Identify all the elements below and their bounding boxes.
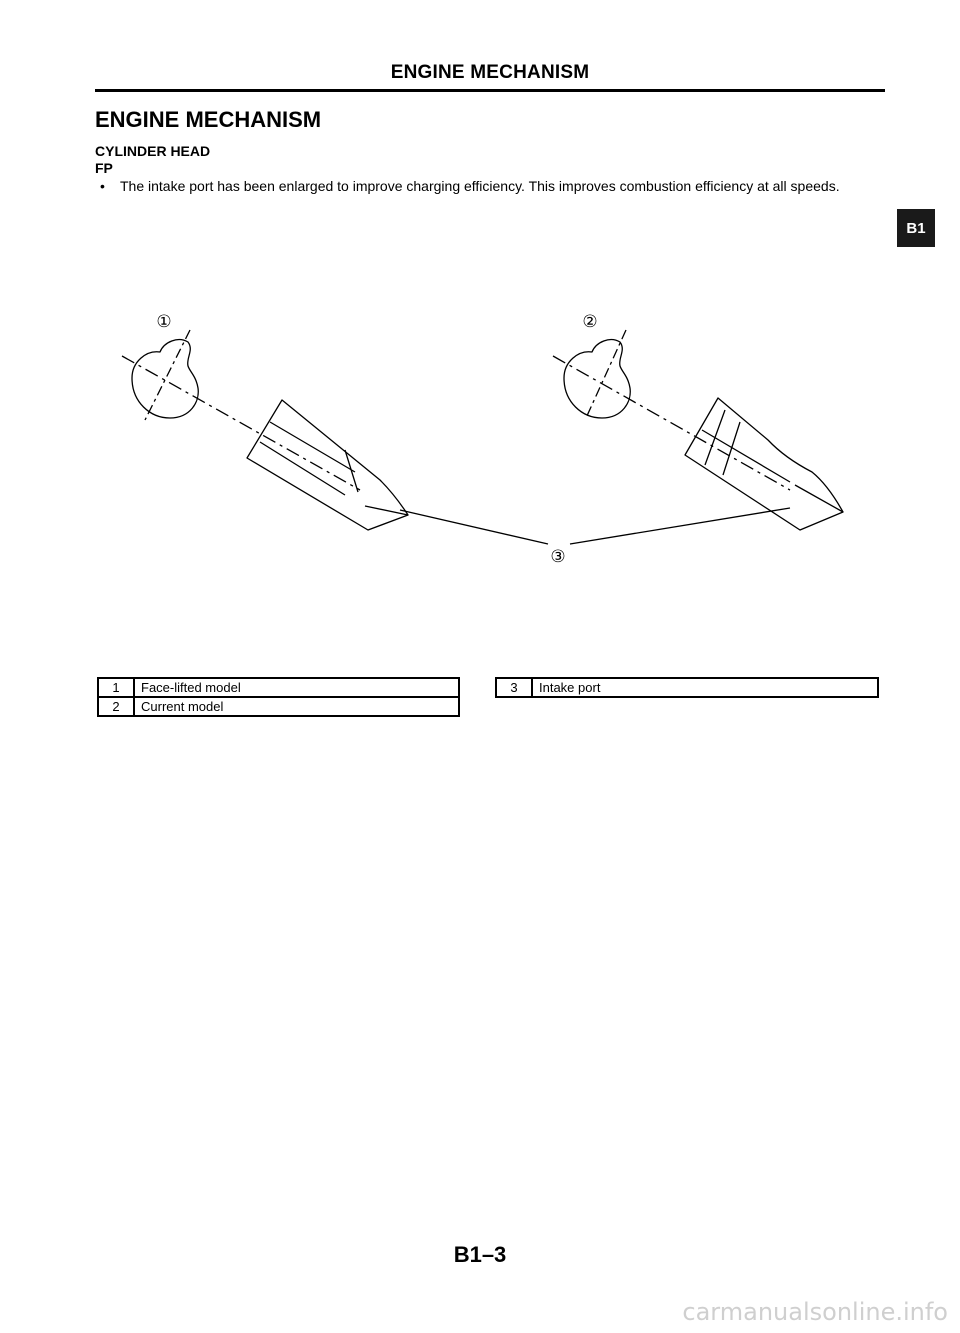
- legend-row: [496, 678, 878, 697]
- running-header: ENGINE MECHANISM: [390, 62, 590, 83]
- port-inner-lines-2: [702, 410, 843, 512]
- page-number: B1–3: [453, 1242, 507, 1267]
- intake-port-diagram: [0, 290, 960, 590]
- legend-number: 3: [496, 678, 532, 697]
- legend-table-left: [97, 677, 460, 717]
- legend-number: 2: [98, 697, 134, 716]
- port-centerline-1: [122, 356, 360, 490]
- legend-label: Current model: [134, 697, 459, 716]
- face-lifted-port-drawing: [122, 330, 408, 530]
- section-tab: B1: [897, 209, 935, 247]
- legend-row: [98, 697, 459, 716]
- subheading-cylinder-head: CYLINDER HEAD: [95, 143, 211, 159]
- callout-2: ②: [582, 312, 598, 332]
- leader-line-right: [570, 508, 790, 544]
- legend-row: [98, 678, 459, 697]
- current-model-port-drawing: [553, 330, 843, 530]
- valve-seat-outline-1: [132, 340, 198, 418]
- legend-label: Intake port: [532, 678, 878, 697]
- legend-label: Face-lifted model: [134, 678, 459, 697]
- legend-table-right: [495, 677, 879, 698]
- callout-3: ③: [550, 547, 566, 567]
- valve-axis-2: [586, 330, 626, 418]
- section-title: ENGINE MECHANISM: [95, 107, 322, 132]
- watermark: carmanualsonline.info: [682, 1298, 948, 1326]
- legend-number: 1: [98, 678, 134, 697]
- bullet-item: [100, 177, 870, 195]
- model-code: FP: [95, 160, 113, 176]
- port-centerline-2: [553, 356, 790, 490]
- port-body-outline-2: [685, 398, 843, 530]
- leader-line-left: [400, 510, 548, 544]
- port-inner-lines-1: [260, 422, 408, 515]
- header-rule: [95, 89, 885, 92]
- callout-1: ①: [156, 312, 172, 332]
- bullet-icon: •: [100, 178, 105, 194]
- valve-seat-outline-2: [564, 340, 630, 418]
- bullet-text: The intake port has been enlarged to improve charging efficiency. This improves combustion efficiency at all speeds.: [120, 178, 840, 194]
